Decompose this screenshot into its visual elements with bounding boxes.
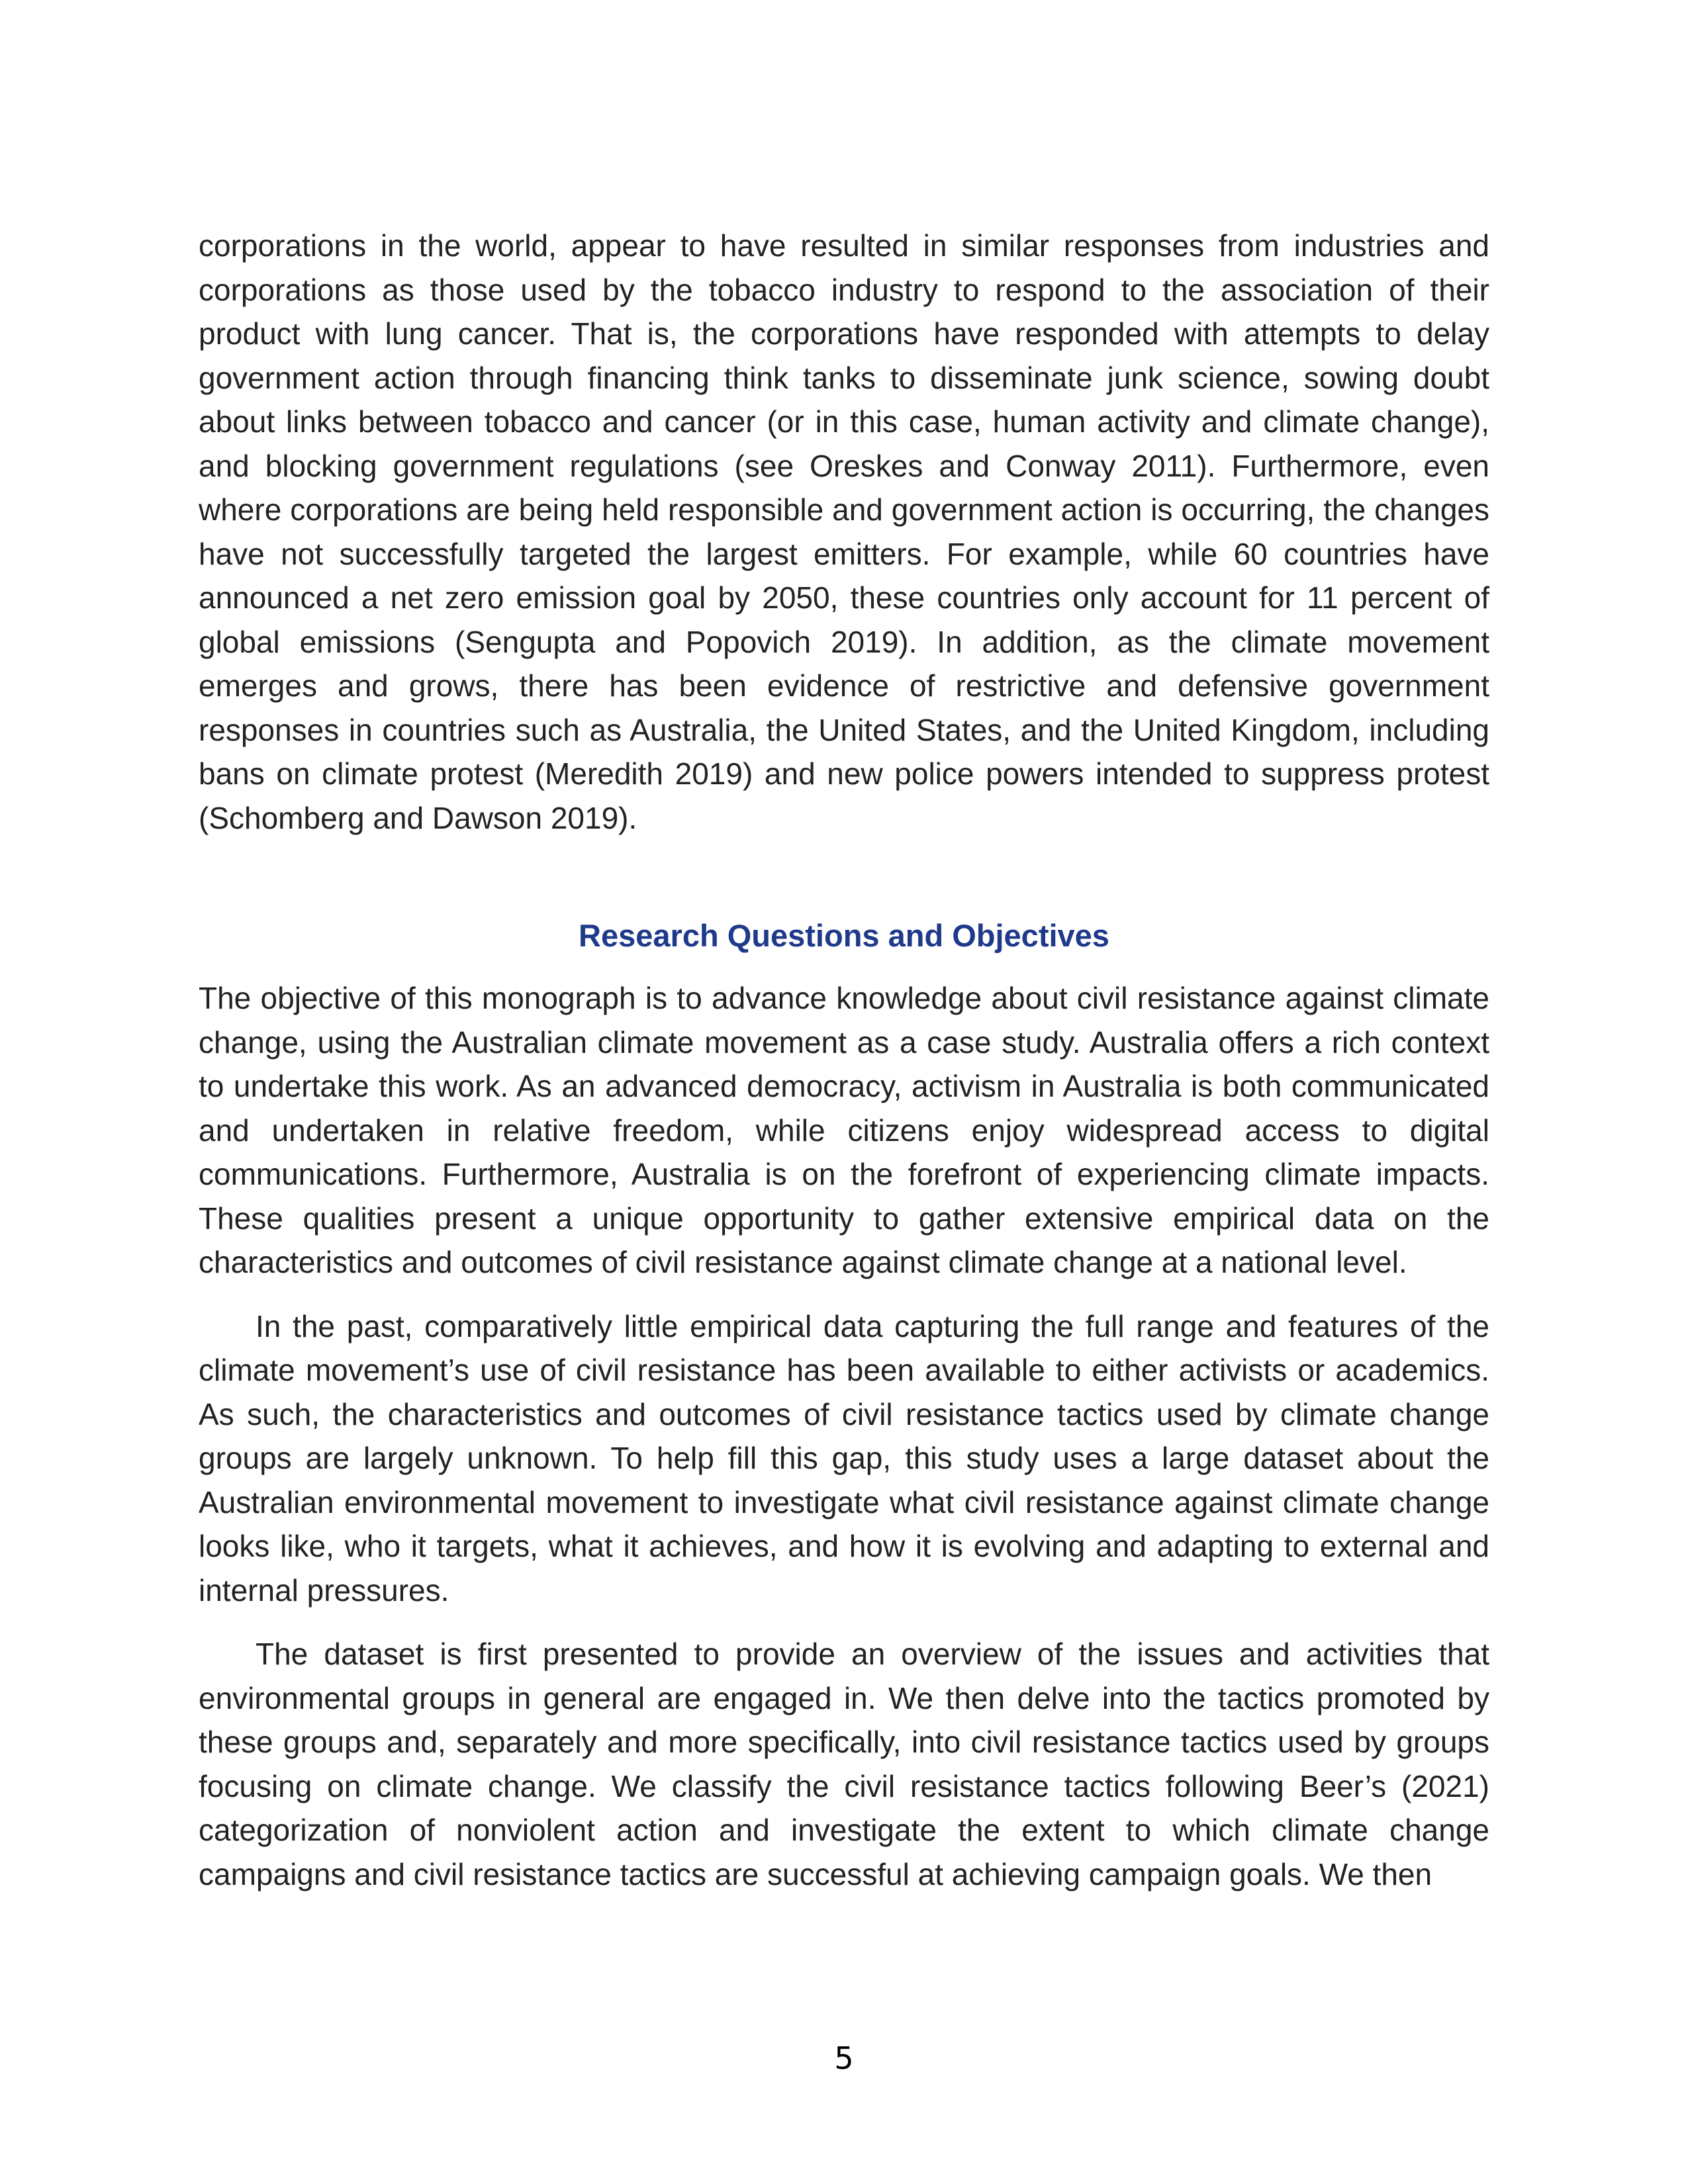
section-body [199, 976, 1489, 1896]
body-paragraph: The dataset is first presented to provide an overview of the issues and activities that environmental groups in general are engaged in. We then delve into the tactics promoted by these groups and, separately and more specifically, into civil resistance tactics used by groups focusing on climate change. We classify the civil resistance tactics following Beer’s (2021) categorization of nonviolent action and investigate the extent to which climate change campaigns and civil resistance tactics are successful at achieving campaign goals. We then [199, 1637, 1489, 1891]
body-paragraph: The objective of this monograph is to advance knowledge about civil resistance against climate change, using the Australian climate movement as a case study. Australia offers a rich context to undertake this work. As an advanced democracy, activism in Australia is both communicated and undertaken in relative freedom, while citizens enjoy widespread access to digital communications. Furthermore, Australia is on the forefront of experiencing climate impacts. These qualities present a unique opportunity to gather extensive empirical data on the characteristics and outcomes of civil resistance against climate change at a national level. [199, 981, 1489, 1279]
continued-paragraph-block [199, 224, 1489, 840]
continued-paragraph: corporations in the world, appear to have resulted in similar responses from industries and corporations as those used by the tobacco industry to respond to the association of their product with lung cancer. That is, the corporations have responded with attempts to delay government action through financing think tanks to disseminate junk science, sowing doubt about links between tobacco and cancer (or in this case, human activity and climate change), and blocking government regulations (see Oreskes and Conway 2011). Furthermore, even where corporations are being held responsible and government action is occurring, the changes have not successfully targeted the largest emitters. For example, while 60 countries have announced a net zero emission goal by 2050, these countries only account for 11 percent of global emissions (Sengupta and Popovich 2019). In addition, as the climate movement emerges and grows, there has been evidence of restrictive and defensive government responses in countries such as Australia, the United States, and the United Kingdom, including bans on climate protest (Meredith 2019) and new police powers intended to suppress protest (Schomberg and Dawson 2019). [199, 228, 1489, 835]
body-paragraph: In the past, comparatively little empirical data capturing the full range and features of the climate movement’s use of civil resistance has been available to either activists or academics. As such, the characteristics and outcomes of civil resistance tactics used by climate change groups are largely unknown. To help fill this gap, this study uses a large dataset about the Australian environmental movement to investigate what civil resistance against climate change looks like, who it targets, what it achieves, and how it is evolving and adapting to external and internal pressures. [199, 1308, 1489, 1608]
section-heading: Research Questions and Objectives [579, 918, 1109, 953]
page-number: 5 [834, 2040, 854, 2076]
